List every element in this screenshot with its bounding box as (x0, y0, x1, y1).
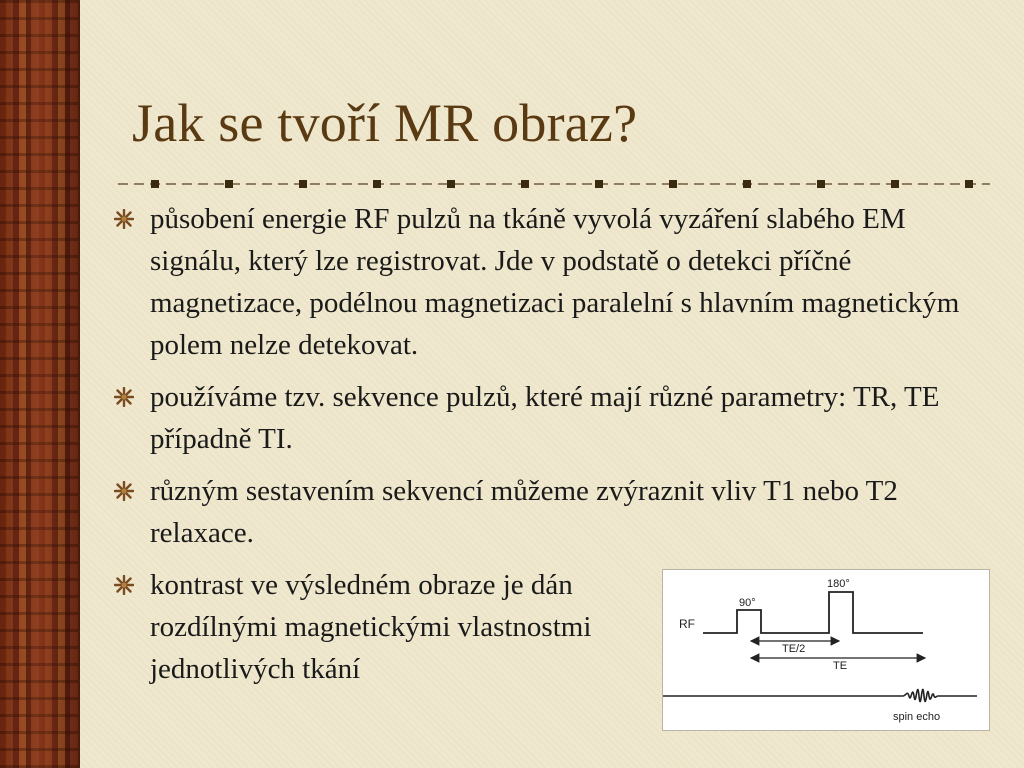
bullet-text: kontrast ve výsledném obraze je dán rozdílnými magnetickými vlastnostmi jednotlivých tkání (150, 569, 592, 685)
spin-echo-diagram-svg (663, 570, 989, 730)
bullet-text: používáme tzv. sekvence pulzů, které mají různé parametry: TR, TE případně TI. (150, 381, 940, 455)
bullet-item (114, 470, 970, 554)
bullet-item (114, 198, 970, 366)
rf-pulse-line (703, 592, 923, 633)
pulse-90-label: 90° (739, 597, 756, 609)
echo-signal-line (663, 689, 977, 701)
asterisk-bullet-icon (114, 575, 134, 595)
asterisk-bullet-icon (114, 209, 134, 229)
spin-echo-label: spin echo (893, 711, 941, 723)
spin-echo-diagram (662, 569, 990, 731)
rf-label: RF (679, 617, 695, 631)
bullet-text: různým sestavením sekvencí můžeme zvýraznit vliv T1 nebo T2 relaxace. (150, 475, 898, 549)
asterisk-bullet-icon (114, 387, 134, 407)
slide-title: Jak se tvoří MR obraz? (132, 93, 638, 153)
bullet-item (114, 564, 670, 690)
bullet-text: působení energie RF pulzů na tkáně vyvolá vyzáření slabého EM signálu, který lze registrovat. Jde v podstatě o detekci příčné magnetizace, podélnou magnetizaci paralelní s hlavním magnetickým polem nelze detekovat. (150, 203, 960, 361)
asterisk-bullet-icon (114, 481, 134, 501)
pulse-180-label: 180° (827, 578, 850, 590)
te-label: TE (833, 660, 848, 672)
bullet-item (114, 376, 940, 460)
te-half-label: TE/2 (782, 643, 806, 655)
wood-border-shade (0, 0, 78, 768)
title-divider (118, 178, 990, 190)
